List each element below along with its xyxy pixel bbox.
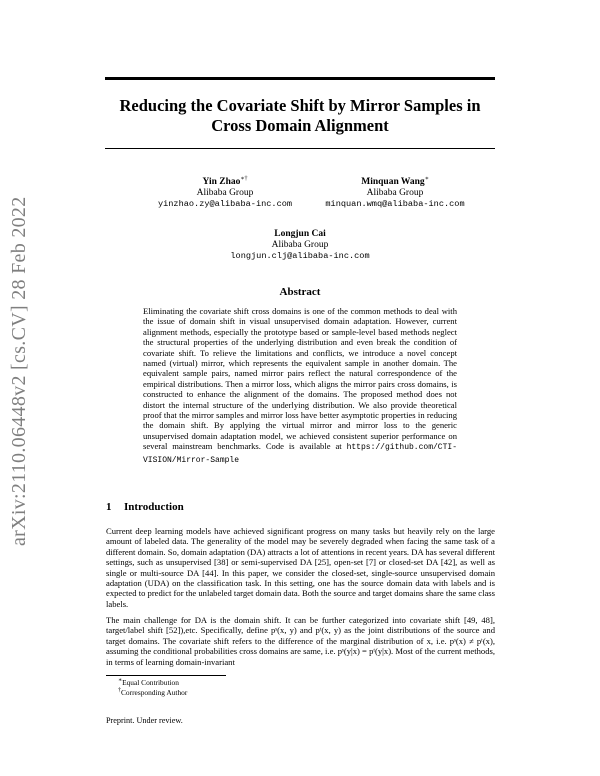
author-name-line — [310, 177, 480, 188]
title-top-rule — [105, 77, 495, 80]
title-line-2: Cross Domain Alignment — [211, 116, 389, 135]
section-title: Introduction — [124, 501, 184, 513]
footnote-mark: ∗ — [118, 677, 123, 684]
author-name: Minquan Wang — [361, 177, 425, 187]
author-email: yinzhao.zy@alibaba-inc.com — [157, 199, 293, 209]
footnote-mark: † — [118, 687, 121, 694]
author-affiliation: Alibaba Group — [271, 240, 329, 250]
title-line-1: Reducing the Covariate Shift by Mirror Samples in — [119, 96, 481, 115]
title-bottom-rule — [105, 148, 495, 149]
footnote-rule — [106, 675, 226, 676]
footnote-text: Corresponding Author — [121, 688, 188, 697]
author-name: Longjun Cai — [274, 229, 326, 239]
footnote-1 — [118, 678, 179, 687]
intro-paragraph-1: Current deep learning models have achieved significant progress on many tasks but heavily rely on the large amount of labeled data. The generality of the model may be severely degraded when facing the same task of a different domain. So, domain adaptation (DA) attracts a lot of attentions in recent years. DA has several different settings, such as unsupervised [38] or semi-supervised DA [25], open-set [7] or closed-set DA [42], as well as single or multi-source DA [44]. In this paper, we consider the closed-set, single-source unsupervised domain adaptation (UDA) on the classification task. In this setting, one has the source domain data with labels and is expected to predict for the unlabeled target domain data. Both the source and target domains share the same class labels. — [106, 526, 495, 609]
author-affiliation: Alibaba Group — [366, 188, 424, 198]
author-block-1 — [150, 177, 300, 210]
abstract-body — [143, 306, 457, 466]
author-email: longjun.clj@alibaba-inc.com — [230, 251, 370, 261]
author-block-3 — [220, 229, 380, 262]
author-name-line — [220, 229, 380, 240]
section-heading — [106, 501, 184, 513]
intro-paragraph-2: The main challenge for DA is the domain shift. It can be further categorized into covariate shift [49, 48], target/label shift [52]),etc. Specifically, define pˢ(x, y) and pᵗ(x, y) as the joint distributions of the source and target domains. The covariate shift refers to the difference of the marginal distribution of x, i.e. pˢ(x) ≠ pᵗ(x), assuming the conditional probabilities cross domains are same, i.e. pˢ(y|x) = pᵗ(y|x). Most of the current methods, in terms of learning domain-invariant — [106, 615, 495, 667]
author-name: Yin Zhao — [202, 177, 241, 187]
footnote-text: Equal Contribution — [122, 678, 179, 687]
arxiv-id: arXiv:2110.06448v2 [cs.CV] 28 Feb 2022 — [8, 196, 30, 546]
paper-title — [100, 96, 500, 136]
author-marks: ∗† — [240, 175, 248, 182]
preprint-note: Preprint. Under review. — [106, 716, 183, 725]
code-url-link[interactable]: https://github.com/CTI-VISION/Mirror-Sample — [143, 443, 457, 465]
abstract-heading: Abstract — [279, 286, 321, 298]
author-name-line — [150, 177, 300, 188]
author-affiliation: Alibaba Group — [196, 188, 254, 198]
author-block-2 — [310, 177, 480, 210]
author-marks: ∗ — [424, 175, 429, 182]
abstract-text: Eliminating the covariate shift cross domains is one of the common methods to deal with the issue of domain shift in visual unsupervised domain adaptation. However, current alignment methods, especially the prototype based or sample-level based methods neglect the structural properties of the underlying distribution and even break the condition of covariate shift. To relieve the limitations and conflicts, we introduce a novel concept named (virtual) mirror, which represents the equivalent sample in another domain. The equivalent sample pairs, named mirror pairs reflect the natural correspondence of the empirical distributions. Then a mirror loss, which aligns the mirror pairs cross domains, is constructed to enhance the alignment of the domains. The proposed method does not distort the internal structure of the underlying distribution. We also provide theoretical proof that the mirror samples and mirror loss have better asymptotic properties in reducing the domain shift. By applying the virtual mirror and mirror loss to the generic unsupervised domain adaptation model, we achieved consistent superior performance on several mainstream benchmarks. Code is available at — [143, 306, 457, 452]
footnote-2 — [118, 688, 187, 697]
author-email: minquan.wmq@alibaba-inc.com — [325, 199, 465, 209]
section-number: 1 — [106, 501, 112, 513]
